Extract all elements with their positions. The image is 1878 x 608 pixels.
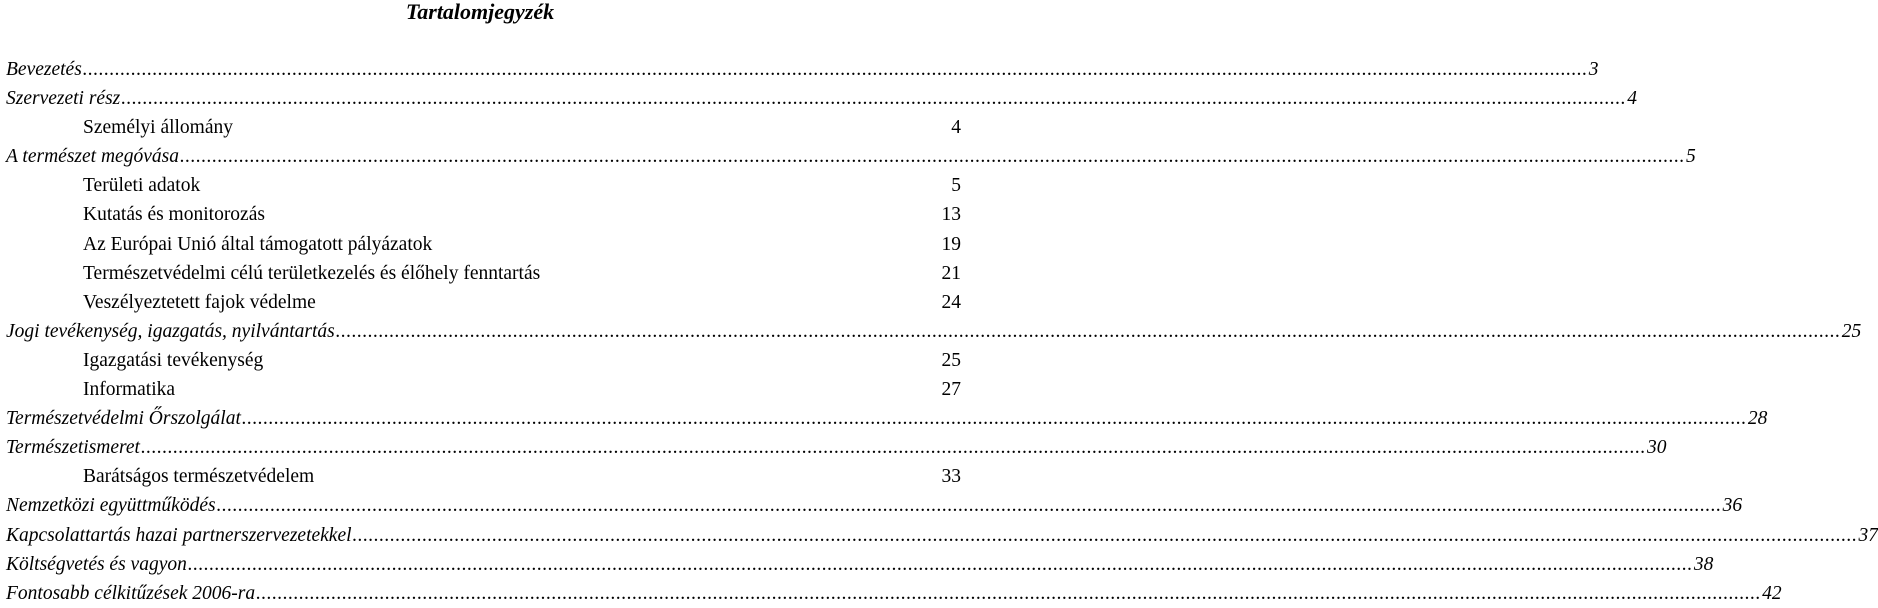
toc-entry[interactable]	[6, 491, 1743, 520]
toc-entry-page-number: 25	[1841, 320, 1862, 342]
toc-entry[interactable]	[6, 579, 1782, 608]
toc-entry-label: Nemzetközi együttműködés	[6, 495, 216, 517]
toc-dot-leader	[336, 317, 1841, 346]
toc-entry-label: Barátságos természetvédelem	[83, 466, 315, 488]
toc-entry-label: Fontosabb célkitűzések 2006-ra	[6, 582, 256, 604]
toc-entry[interactable]	[6, 230, 961, 259]
toc-entry-page-number: 5	[1685, 146, 1696, 168]
toc-entry-label: Informatika	[83, 379, 176, 401]
toc-entry-page-number: 5	[951, 175, 961, 197]
toc-entry[interactable]	[6, 317, 1862, 346]
toc-entry-page-number: 21	[941, 262, 961, 284]
toc-entry[interactable]	[6, 375, 961, 404]
toc-entry-label: Természetvédelmi célú területkezelés és élőhely fenntartás	[83, 262, 541, 284]
toc-entry[interactable]	[6, 346, 961, 375]
toc-entry[interactable]	[6, 113, 961, 142]
toc-entry-page-number: 27	[941, 379, 961, 401]
toc-entry-label: Kutatás és monitorozás	[83, 204, 265, 226]
toc-entry-label: Veszélyeztetett fajok védelme	[83, 291, 316, 313]
toc-entry-label: Jogi tevékenység, igazgatás, nyilvántartás	[6, 320, 335, 342]
toc-entry-label: Személyi állomány	[83, 117, 234, 139]
toc-entry-label: Bevezetés	[6, 59, 82, 80]
toc-entry-page-number: 37	[1858, 524, 1878, 546]
toc-entry-page-number: 3	[1588, 59, 1599, 80]
toc-entry[interactable]	[6, 521, 1878, 550]
toc-entry-label: Területi adatok	[83, 175, 201, 197]
toc-entry-label: Természetismeret	[6, 437, 140, 459]
toc-entry-label: Költségvetés és vagyon	[6, 553, 187, 575]
toc-entry-page-number: 13	[941, 204, 961, 226]
toc-dot-leader	[83, 55, 1588, 84]
toc-entry[interactable]	[6, 462, 961, 491]
toc-entry[interactable]	[6, 171, 961, 200]
toc-entry-page-number: 19	[941, 233, 961, 255]
toc-entry-page-number: 33	[941, 466, 961, 488]
toc-entry[interactable]	[6, 200, 961, 229]
toc-dot-leader	[217, 491, 1722, 520]
toc-dot-leader	[121, 84, 1626, 113]
toc-entry-label: Igazgatási tevékenység	[83, 349, 264, 371]
toc-dot-leader	[242, 404, 1747, 433]
toc-entry[interactable]	[6, 84, 1638, 113]
toc-entry-page-number: 30	[1646, 437, 1667, 459]
toc-entry-page-number: 28	[1747, 408, 1768, 430]
toc-entry-page-number: 4	[1627, 88, 1638, 110]
toc-entry-page-number: 42	[1762, 582, 1782, 604]
toc-title: Tartalomjegyzék	[405, 0, 555, 24]
toc-dot-leader	[256, 579, 1761, 608]
toc-entry-page-number: 36	[1722, 495, 1743, 517]
toc-entry-label: Szervezeti rész	[6, 88, 121, 110]
toc-dot-leader	[141, 433, 1646, 462]
toc-entry[interactable]	[6, 404, 1768, 433]
toc-entry[interactable]	[6, 550, 1714, 579]
toc-dot-leader	[188, 550, 1693, 579]
toc-entry-page-number: 4	[951, 117, 961, 139]
table-of-contents	[6, 55, 1878, 608]
toc-entry-label: Az Európai Unió által támogatott pályázatok	[83, 233, 433, 255]
toc-entry-label: A természet megóvása	[6, 146, 179, 168]
toc-entry[interactable]	[6, 142, 1696, 171]
toc-entry[interactable]	[6, 259, 961, 288]
toc-entry-label: Kapcsolattartás hazai partnerszervezetekkel	[6, 524, 352, 546]
toc-entry[interactable]	[6, 55, 1599, 84]
toc-entry-label: Természetvédelmi Őrszolgálat	[6, 408, 241, 430]
toc-entry-page-number: 38	[1693, 553, 1714, 575]
toc-entry-page-number: 24	[941, 291, 961, 313]
toc-entry-page-number: 25	[941, 349, 961, 371]
toc-entry[interactable]	[6, 433, 1667, 462]
toc-entry[interactable]	[6, 288, 961, 317]
toc-dot-leader	[353, 521, 1858, 550]
toc-dot-leader	[180, 142, 1685, 171]
